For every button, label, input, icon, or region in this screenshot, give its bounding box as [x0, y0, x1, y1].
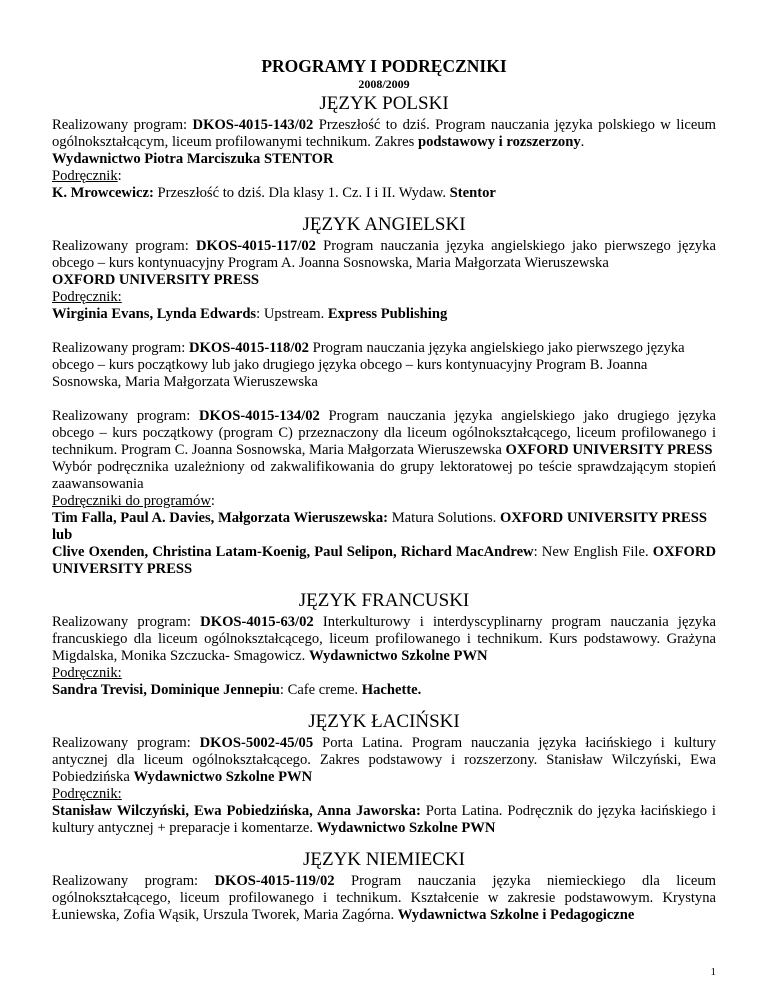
section-francuski: [52, 590, 716, 699]
page-number: 1: [710, 966, 716, 978]
textbook-entry: Tim Falla, Paul A. Davies, Małgorzata Wieruszewska: Matura Solutions. OXFORD UNIVERSITY PRESS: [52, 510, 707, 526]
program-paragraph: Realizowany program: DKOS-4015-119/02 Program nauczania języka niemieckiego dla liceum ogólnokształcącego, liceum profilowanego i technikum. Kształcenie w zakresie podstawowym. Krystyna Łuniewska, Zofia Wąsik, Urszula Tworek, Maria Zagórna. Wydawnictwa Szkolne i Pedagogiczne: [52, 873, 717, 923]
section-title: JĘZYK ŁACIŃSKI: [308, 711, 460, 732]
document-title: PROGRAMY I PODRĘCZNIKI: [261, 56, 507, 76]
school-year: 2008/2009: [358, 77, 410, 91]
textbook-entry: Wirginia Evans, Lynda Edwards: Upstream. Express Publishing: [52, 306, 448, 322]
section-title: JĘZYK POLSKI: [319, 93, 449, 114]
section-title: JĘZYK ANGIELSKI: [302, 214, 466, 235]
program-paragraph: Realizowany program: DKOS-5002-45/05 Porta Latina. Program nauczania języka łacińskiego i kultury antycznej dla liceum ogólnokształcącego. Zakres podstawowy i rozszerzony. Stanisław Wilczyński, Ewa Pobiedzińska Wydawnictwo Szkolne PWN: [52, 735, 716, 785]
textbook-label: Podręcznik:: [52, 786, 122, 802]
publisher: Wydawnictwo Piotra Marciszuka STENTOR: [52, 151, 334, 167]
section-lacinski: [52, 711, 716, 837]
document-page: [52, 56, 716, 924]
or-separator: lub: [52, 527, 73, 543]
section-niemiecki: [52, 849, 716, 924]
program-paragraph: Realizowany program: DKOS-4015-134/02 Program nauczania języka angielskiego jako drugiego języka obcego – kurs początkowy (program C) przeznaczony dla liceum ogólnokształcącego, liceum profilowanego i technikum. Program C. Joanna Sosnowska, Maria Małgorzata Wieruszewska OXFORD UNIVERSITY PRESS: [52, 408, 716, 458]
textbook-entry: Sandra Trevisi, Dominique Jennepiu: Cafe creme. Hachette.: [52, 682, 422, 698]
section-title: JĘZYK NIEMIECKI: [302, 849, 465, 870]
textbook-entry: Stanisław Wilczyński, Ewa Pobiedzińska, Anna Jaworska: Porta Latina. Podręcznik do języka łacińskiego i kultury antycznej + preparacje i komentarze. Wydawnictwo Szkolne PWN: [52, 803, 716, 836]
publisher: OXFORD UNIVERSITY PRESS: [52, 272, 260, 288]
program-paragraph: Realizowany program: DKOS-4015-117/02 Program nauczania języka angielskiego jako pierwszego języka obcego – kurs kontynuacyjny Program A. Joanna Sosnowska, Maria Małgorzata Wieruszewska: [52, 238, 716, 271]
program-paragraph: Realizowany program: DKOS-4015-63/02 Interkulturowy i interdyscyplinarny program nauczania języka francuskiego dla liceum ogólnokształcącego, liceum profilowanego i technikum. Kurs podstawowy. Grażyna Migdalska, Monika Szczucka- Smagowicz. Wydawnictwo Szkolne PWN: [52, 614, 717, 664]
section-angielski: [52, 214, 716, 578]
textbook-entry: K. Mrowcewicz: Przeszłość to dziś. Dla klasy 1. Cz. I i II. Wydaw. Stentor: [52, 185, 496, 201]
section-polski: [52, 93, 716, 202]
textbooks-label: Podręczniki do programów:: [52, 493, 215, 509]
program-paragraph: Realizowany program: DKOS-4015-143/02 Przeszłość to dziś. Program nauczania języka polskiego w liceum ogólnokształcącym, liceum profilowanymi technikum. Zakres podstawowy i rozszerzony.: [52, 117, 716, 150]
textbook-label: Podręcznik:: [52, 665, 122, 681]
section-title: JĘZYK FRANCUSKI: [298, 590, 470, 611]
textbook-label: Podręcznik:: [52, 289, 122, 305]
program-paragraph: Realizowany program: DKOS-4015-118/02 Program nauczania języka angielskiego jako pierwszego języka obcego – kurs początkowy lub jako drugiego języka obcego – kurs kontynuacyjny Program B. Joanna Sosnowska, Maria Małgorzata Wieruszewska: [52, 340, 685, 390]
choice-note: Wybór podręcznika uzależniony od zakwalifikowania do grupy lektoratowej po teście sprawdzającym stopień zaawansowania: [52, 459, 716, 492]
textbook-label: Podręcznik:: [52, 168, 122, 184]
textbook-entry: Clive Oxenden, Christina Latam-Koenig, Paul Selipon, Richard MacAndrew: New English File. OXFORD UNIVERSITY PRESS: [52, 544, 716, 577]
